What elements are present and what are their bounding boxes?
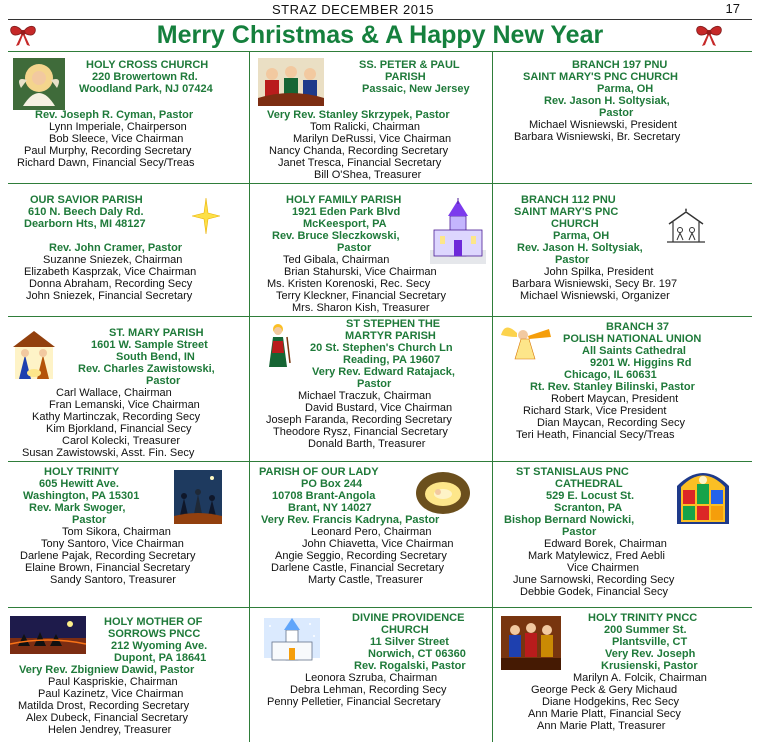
parish-grid [8, 51, 752, 742]
parish-name: ST STANISLAUS PNC [516, 466, 629, 478]
st-stephen-icon [264, 323, 292, 367]
officer: Mark Matylewicz, Fred Aebli [528, 550, 665, 562]
parish-card-holy-cross [8, 52, 250, 184]
parish-city: Woodland Park, NJ 07424 [79, 83, 213, 95]
parish-city: South Bend, IN [116, 351, 195, 363]
officer: Bill O'Shea, Treasurer [314, 169, 422, 181]
officer: Paul Kazinetz, Vice Chairman [38, 688, 184, 700]
parish-name: HOLY TRINITY PNCC [588, 612, 698, 624]
parish-name-line2: MARTYR PARISH [345, 330, 436, 342]
officer: Leonard Pero, Chairman [311, 526, 432, 538]
officer: Paul Murphy, Recording Secretary [24, 145, 192, 157]
officer: John Sniezek, Financial Secretary [26, 290, 193, 302]
parish-card-holy-trinity [8, 462, 250, 608]
officer: Dian Maycan, Recording Secy [537, 417, 685, 429]
parish-card-branch-37 [493, 317, 752, 462]
parish-card-st-mary [8, 317, 250, 462]
parish-city: Plantsville, CT [612, 636, 688, 648]
pastor-title: Pastor [599, 107, 634, 119]
officer: Ann Marie Platt, Treasurer [537, 720, 666, 732]
parish-city: Parma, OH [597, 83, 654, 95]
parish-city: McKeesport, PA [303, 218, 387, 230]
manger-icon [416, 472, 470, 514]
parish-city: Dupont, PA 18641 [114, 652, 207, 664]
officer: Richard Dawn, Financial Secy/Treas [17, 157, 195, 169]
officer: Alex Dubeck, Financial Secretary [26, 712, 189, 724]
angel-trumpet-icon [499, 323, 555, 361]
pastor: Very Rev. Zbigniew Dawid, Pastor [19, 664, 195, 676]
officer: Ms. Kristen Korenoski, Rec. Secy [267, 278, 431, 290]
parish-name: ST STEPHEN THE [346, 318, 441, 330]
parish-name: PARISH OF OUR LADY [259, 466, 379, 478]
officer: John Spilka, President [544, 266, 654, 278]
officer: Marty Castle, Treasurer [308, 574, 423, 586]
parish-name-line2: CHURCH [381, 624, 429, 636]
pastor-title: Pastor [337, 242, 372, 254]
pastor: Rev. Rogalski, Pastor [354, 660, 466, 672]
parish-city: Dearborn Hts, MI 48127 [24, 218, 146, 230]
parish-name: HOLY FAMILY PARISH [286, 194, 402, 206]
parish-name: BRANCH 197 PNU [572, 59, 668, 71]
officer: Barbara Wisniewski, Secy Br. 197 [512, 278, 678, 290]
parish-card-holy-family [250, 184, 493, 317]
officer: Suzanne Sniezek, Chairman [43, 254, 183, 266]
parish-city: Reading, PA 19607 [343, 354, 441, 366]
officer: Teri Heath, Financial Secy/Treas [516, 429, 675, 441]
officer: Kim Bjorkland, Financial Secy [46, 423, 192, 435]
officer: Tom Sikora, Chairman [62, 526, 171, 538]
page-header [0, 0, 760, 22]
parish-address: PO Box 244 [301, 478, 363, 490]
pastor: Rev. Joseph R. Cyman, Pastor [35, 109, 194, 121]
parish-name-line2: POLISH NATIONAL UNION [563, 333, 702, 345]
parish-card-holy-mother [8, 608, 250, 742]
officer: Elaine Brown, Financial Secretary [25, 562, 191, 574]
officer: Penny Pelletier, Financial Secretary [267, 696, 441, 708]
parish-name: HOLY CROSS CHURCH [86, 59, 209, 71]
parish-name-line2: SORROWS PNCC [108, 628, 201, 640]
officer: Michael Traczuk, Chairman [298, 390, 432, 402]
parish-city: Parma, OH [553, 230, 610, 242]
parish-address: 610 N. Beech Daly Rd. [28, 206, 144, 218]
officer: Lynn Imperiale, Chairperson [49, 121, 187, 133]
parish-card-branch-197 [493, 52, 752, 184]
parish-city: Norwich, CT 06360 [368, 648, 466, 660]
officer: Helen Jendrey, Treasurer [48, 724, 172, 736]
parish-city: Brant, NY 14027 [288, 502, 372, 514]
parish-name: HOLY TRINITY [44, 466, 120, 478]
parish-name: SS. PETER & PAUL [359, 59, 460, 71]
parish-name: ST. MARY PARISH [109, 327, 204, 339]
parish-name-line2: CATHEDRAL [555, 478, 623, 490]
officer: John Chiavetta, Vice Chairman [302, 538, 454, 550]
officer: Bob Sleece, Vice Chairman [49, 133, 184, 145]
parish-address: 200 Summer St. [604, 624, 687, 636]
page-number: 17 [725, 1, 740, 16]
pastor: Rev. Mark Swoger, [29, 502, 126, 514]
officer: Susan Zawistowski, Asst. Fin. Secy [22, 447, 195, 459]
pastor: Very Rev. Stanley Skrzypek, Pastor [267, 109, 450, 121]
officer: Brian Stahurski, Vice Chairman [284, 266, 437, 278]
parish-card-our-savior [8, 184, 250, 317]
parish-card-our-lady [250, 462, 493, 608]
parish-address: 1921 Eden Park Blvd [292, 206, 401, 218]
officer: Leonora Szruba, Chairman [305, 672, 438, 684]
parish-church-line2: CHURCH [551, 218, 599, 230]
parish-address: 529 E. Locust St. [546, 490, 635, 502]
magi-icon [174, 470, 222, 524]
parish-church: SAINT MARY'S PNC CHURCH [523, 71, 678, 83]
officer: Darlene Castle, Financial Secretary [271, 562, 445, 574]
officer: Donald Barth, Treasurer [308, 438, 426, 450]
parish-church: All Saints Cathedral [582, 345, 686, 357]
officer: Tom Ralicki, Chairman [310, 121, 421, 133]
parish-address-line2: 10708 Brant-Angola [272, 490, 376, 502]
officer: Debra Lehman, Recording Secy [290, 684, 447, 696]
officer: Terry Kleckner, Financial Secretary [276, 290, 446, 302]
parish-card-holy-trinity-pncc [493, 608, 752, 742]
officer: Fran Lemanski, Vice Chairman [49, 399, 200, 411]
officer: Diane Hodgekins, Rec Secy [542, 696, 679, 708]
pastor-title: Pastor [357, 378, 392, 390]
parish-card-divine-providence [250, 608, 493, 742]
angel-icon [13, 58, 65, 110]
officer: Carol Kolecki, Treasurer [62, 435, 180, 447]
pastor-title: Pastor [562, 526, 597, 538]
pastor: Bishop Bernard Nowicki, [504, 514, 635, 526]
officer: Mrs. Sharon Kish, Treasurer [292, 302, 430, 314]
stained-glass-icon [677, 466, 729, 524]
parish-city: Chicago, IL 60631 [564, 369, 657, 381]
parish-name: OUR SAVIOR PARISH [30, 194, 143, 206]
pastor: Rt. Rev. Stanley Bilinski, Pastor [530, 381, 695, 393]
officer: Tony Santoro, Vice Chairman [41, 538, 184, 550]
officer: Paul Kaspriskie, Chairman [48, 676, 178, 688]
banner-title: Merry Christmas & A Happy New Year [156, 21, 604, 49]
nativity-icon [11, 327, 57, 379]
officer: Edward Borek, Chairman [544, 538, 667, 550]
officer: Richard Stark, Vice President [523, 405, 667, 417]
officer: Debbie Godek, Financial Secy [520, 586, 668, 598]
parish-city: Scranton, PA [554, 502, 623, 514]
officer: Theodore Rysz, Financial Secretary [273, 426, 448, 438]
officer-title: Vice Chairmen [567, 562, 639, 574]
bow-icon [694, 23, 724, 47]
star-icon [192, 198, 220, 234]
officer: Michael Wisniewski, Organizer [520, 290, 670, 302]
officer: Nancy Chanda, Recording Secretary [269, 145, 449, 157]
pastor: Rev. Bruce Sleczkowski, [272, 230, 400, 242]
officer: Sandy Santoro, Treasurer [50, 574, 176, 586]
officer: Marilyn DeRussi, Vice Chairman [293, 133, 452, 145]
pastor: Rev. Jason H. Soltysiak, [517, 242, 643, 254]
snow-church-icon [264, 618, 320, 670]
pastor-title: Pastor [146, 375, 181, 387]
officer: Janet Tresca, Financial Secretary [278, 157, 442, 169]
parish-address: 605 Hewitt Ave. [39, 478, 119, 490]
parish-city: Washington, PA 15301 [23, 490, 140, 502]
parish-card-st-stephen [250, 317, 493, 462]
parish-address: 9201 W. Higgins Rd [590, 357, 692, 369]
officer: Kathy Martinczak, Recording Secy [32, 411, 201, 423]
pastor: Very Rev. Francis Kadryna, Pastor [261, 514, 440, 526]
pastor: Rev. Charles Zawistowski, [78, 363, 215, 375]
parish-name: BRANCH 112 PNU [521, 194, 616, 206]
parish-card-branch-112 [493, 184, 752, 317]
officer: Carl Wallace, Chairman [56, 387, 172, 399]
parish-address: 212 Wyoming Ave. [111, 640, 208, 652]
officer: Marilyn A. Folcik, Chairman [573, 672, 707, 684]
pastor: Rev. John Cramer, Pastor [49, 242, 183, 254]
officer: David Bustard, Vice Chairman [305, 402, 453, 414]
pastor-title: Pastor [555, 254, 590, 266]
church-icon [430, 198, 486, 264]
officer: Donna Abraham, Recording Secy [29, 278, 193, 290]
painting-icon [501, 616, 561, 670]
pastor: Very Rev. Joseph [605, 648, 696, 660]
pastor: Very Rev. Edward Ratajack, [312, 366, 455, 378]
parish-card-peter-paul [250, 52, 493, 184]
officer: June Sarnowski, Recording Secy [513, 574, 675, 586]
bethlehem-icon [10, 616, 86, 654]
parish-address: 1601 W. Sample Street [91, 339, 208, 351]
officer: Matilda Drost, Recording Secretary [18, 700, 190, 712]
carolers-icon [258, 58, 324, 106]
officer: Robert Maycan, President [551, 393, 679, 405]
greeting-banner [0, 20, 760, 52]
issue-title: STRAZ DECEMBER 2015 [272, 2, 434, 17]
parish-card-st-stanislaus [493, 462, 752, 608]
officer: Joseph Faranda, Recording Secretary [266, 414, 452, 426]
officer: Ted Gibala, Chairman [283, 254, 390, 266]
parish-name-line2: PARISH [385, 71, 426, 83]
parish-name: BRANCH 37 [606, 321, 669, 333]
parish-name: HOLY MOTHER OF [104, 616, 203, 628]
parish-city: Passaic, New Jersey [362, 83, 470, 95]
pastor-line2: Krusienski, Pastor [601, 660, 698, 672]
officer: Darlene Pajak, Recording Secretary [20, 550, 196, 562]
nativity-stable-icon [665, 208, 707, 244]
officer: George Peck & Gery Michaud [531, 684, 678, 696]
officer: Barbara Wisniewski, Br. Secretary [514, 131, 681, 143]
officer: Elizabeth Kasprzak, Vice Chairman [24, 266, 197, 278]
parish-address: 20 St. Stephen's Church Ln [310, 342, 453, 354]
pastor-title: Pastor [72, 514, 107, 526]
pastor: Rev. Jason H. Soltysiak, [544, 95, 670, 107]
parish-address: 11 Silver Street [370, 636, 449, 648]
officer: Michael Wisniewski, President [529, 119, 677, 131]
officer: Ann Marie Platt, Financial Secy [528, 708, 681, 720]
officer: Angie Seggio, Recording Secretary [275, 550, 447, 562]
parish-church: SAINT MARY'S PNC [514, 206, 619, 218]
parish-address: 220 Browertown Rd. [92, 71, 198, 83]
parish-name: DIVINE PROVIDENCE [352, 612, 465, 624]
